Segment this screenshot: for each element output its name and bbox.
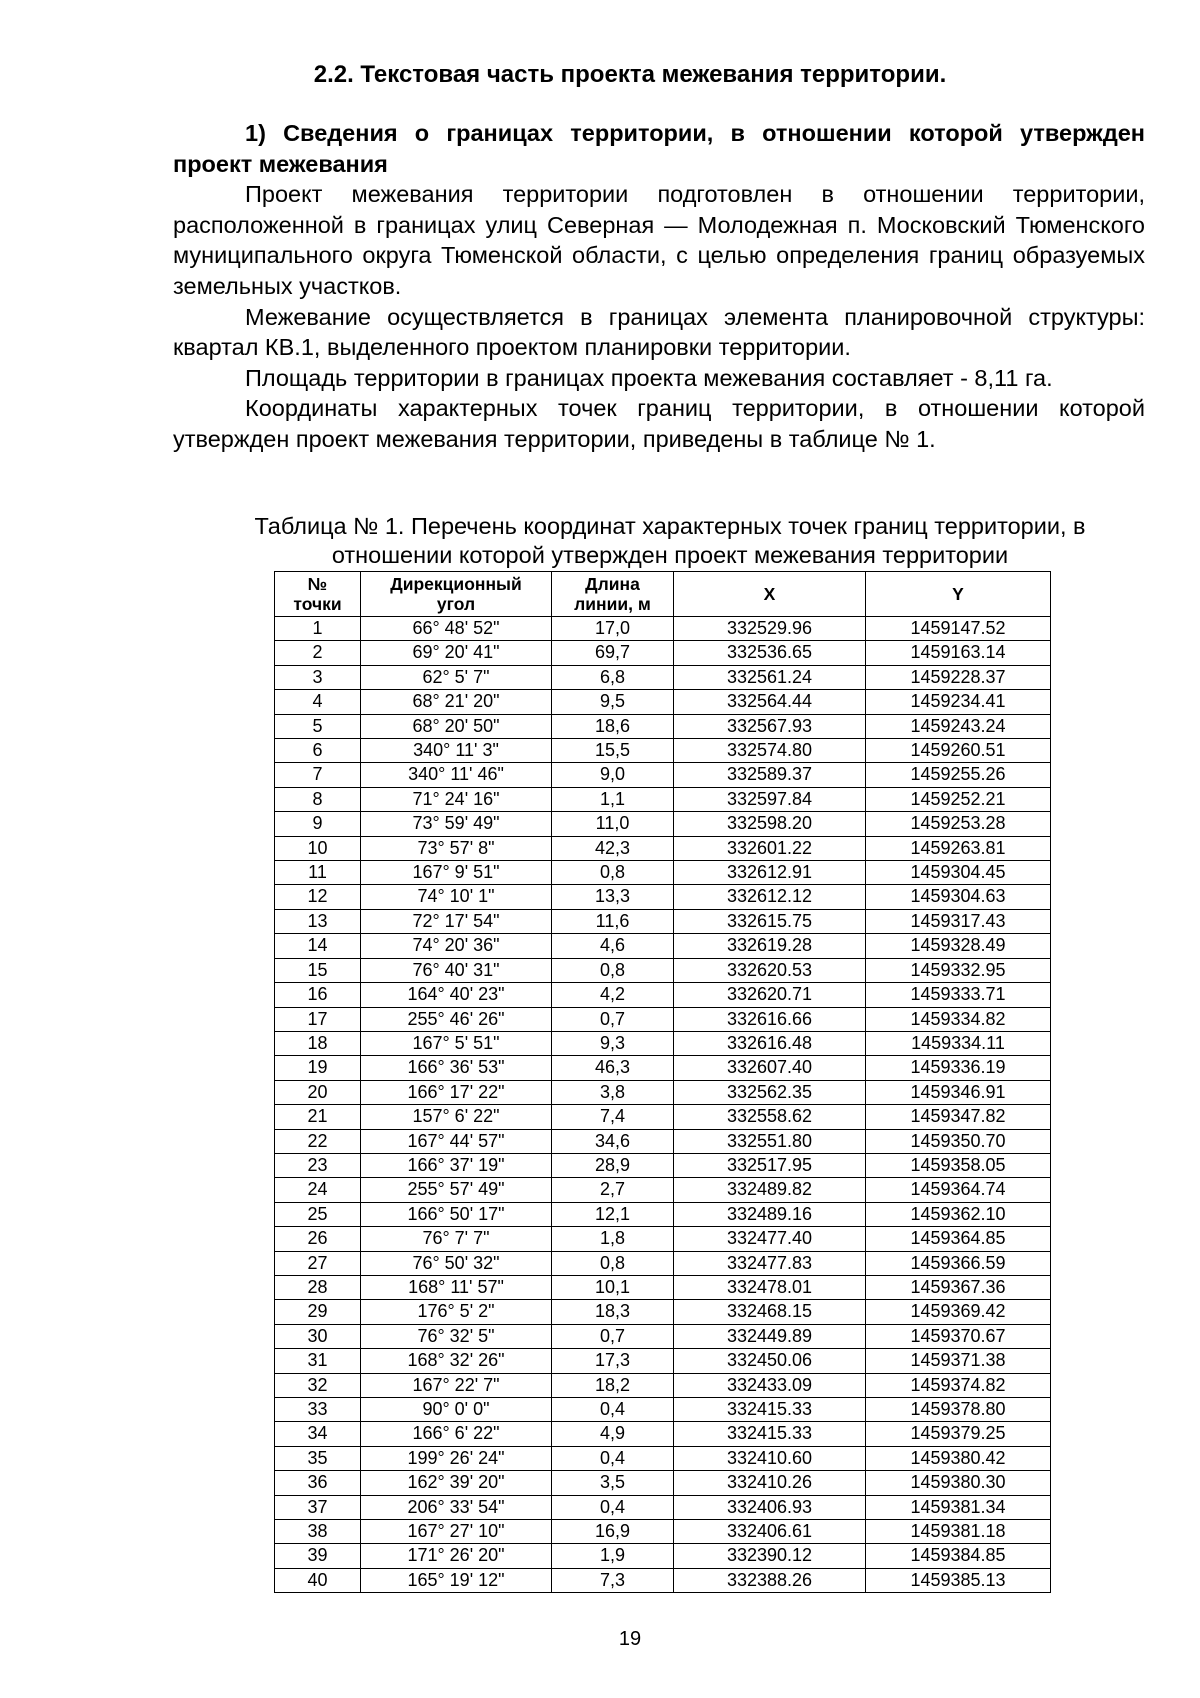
cell-point-number: 10 <box>275 836 361 860</box>
cell-direction-angle: 166° 37' 19" <box>361 1153 552 1177</box>
cell-direction-angle: 74° 20' 36" <box>361 934 552 958</box>
cell-y: 1459252.21 <box>866 787 1051 811</box>
cell-point-number: 27 <box>275 1251 361 1275</box>
cell-line-length: 28,9 <box>552 1153 674 1177</box>
table-row <box>275 836 1051 860</box>
cell-line-length: 6,8 <box>552 665 674 689</box>
cell-y: 1459304.63 <box>866 885 1051 909</box>
cell-y: 1459374.82 <box>866 1373 1051 1397</box>
cell-y: 1459367.36 <box>866 1275 1051 1299</box>
cell-direction-angle: 340° 11' 3" <box>361 739 552 763</box>
paragraph-area: Площадь территории в границах проекта межевания составляет - 8,11 га. <box>245 364 1053 391</box>
cell-y: 1459369.42 <box>866 1300 1051 1324</box>
cell-point-number: 24 <box>275 1178 361 1202</box>
cell-point-number: 36 <box>275 1471 361 1495</box>
cell-line-length: 16,9 <box>552 1520 674 1544</box>
header-line-length <box>552 572 674 617</box>
table-row <box>275 909 1051 933</box>
cell-x: 332489.82 <box>674 1178 866 1202</box>
cell-y: 1459253.28 <box>866 812 1051 836</box>
table-row <box>275 1178 1051 1202</box>
table-header-row <box>275 572 1051 617</box>
header-direction-angle <box>361 572 552 617</box>
table-row <box>275 1080 1051 1104</box>
cell-y: 1459147.52 <box>866 617 1051 641</box>
table-row <box>275 958 1051 982</box>
cell-point-number: 9 <box>275 812 361 836</box>
cell-direction-angle: 167° 27' 10" <box>361 1520 552 1544</box>
cell-x: 332558.62 <box>674 1105 866 1129</box>
cell-direction-angle: 62° 5' 7" <box>361 665 552 689</box>
cell-x: 332477.40 <box>674 1227 866 1251</box>
cell-x: 332449.89 <box>674 1324 866 1348</box>
cell-x: 332620.71 <box>674 983 866 1007</box>
cell-x: 332561.24 <box>674 665 866 689</box>
cell-direction-angle: 72° 17' 54" <box>361 909 552 933</box>
cell-x: 332607.40 <box>674 1056 866 1080</box>
cell-line-length: 1,1 <box>552 787 674 811</box>
cell-x: 332433.09 <box>674 1373 866 1397</box>
cell-x: 332529.96 <box>674 617 866 641</box>
cell-point-number: 25 <box>275 1202 361 1226</box>
cell-y: 1459333.71 <box>866 983 1051 1007</box>
cell-x: 332589.37 <box>674 763 866 787</box>
cell-y: 1459380.42 <box>866 1446 1051 1470</box>
cell-y: 1459332.95 <box>866 958 1051 982</box>
table-row <box>275 787 1051 811</box>
table-row <box>275 812 1051 836</box>
cell-x: 332517.95 <box>674 1153 866 1177</box>
cell-point-number: 40 <box>275 1568 361 1592</box>
cell-y: 1459336.19 <box>866 1056 1051 1080</box>
cell-direction-angle: 168° 32' 26" <box>361 1349 552 1373</box>
cell-x: 332478.01 <box>674 1275 866 1299</box>
cell-direction-angle: 168° 11' 57" <box>361 1275 552 1299</box>
cell-direction-angle: 76° 7' 7" <box>361 1227 552 1251</box>
cell-line-length: 0,4 <box>552 1495 674 1519</box>
header-line-length-line-1: Длина <box>585 574 640 594</box>
table-row <box>275 1398 1051 1422</box>
cell-line-length: 1,8 <box>552 1227 674 1251</box>
cell-line-length: 42,3 <box>552 836 674 860</box>
table-row <box>275 1544 1051 1568</box>
table-row <box>275 885 1051 909</box>
cell-point-number: 23 <box>275 1153 361 1177</box>
cell-y: 1459364.74 <box>866 1178 1051 1202</box>
table-row <box>275 1422 1051 1446</box>
table-row <box>275 934 1051 958</box>
header-x: X <box>674 572 866 617</box>
cell-direction-angle: 165° 19' 12" <box>361 1568 552 1592</box>
cell-x: 332619.28 <box>674 934 866 958</box>
cell-point-number: 39 <box>275 1544 361 1568</box>
cell-x: 332390.12 <box>674 1544 866 1568</box>
table-caption-line-2: отношении которой утвержден проект межевания территории <box>331 542 1009 568</box>
table-row <box>275 1007 1051 1031</box>
cell-line-length: 0,4 <box>552 1398 674 1422</box>
cell-y: 1459364.85 <box>866 1227 1051 1251</box>
table-row <box>275 1105 1051 1129</box>
cell-direction-angle: 199° 26' 24" <box>361 1446 552 1470</box>
cell-x: 332616.48 <box>674 1031 866 1055</box>
cell-point-number: 35 <box>275 1446 361 1470</box>
cell-y: 1459358.05 <box>866 1153 1051 1177</box>
cell-y: 1459328.49 <box>866 934 1051 958</box>
cell-direction-angle: 76° 32' 5" <box>361 1324 552 1348</box>
body-text <box>173 118 1145 455</box>
cell-line-length: 34,6 <box>552 1129 674 1153</box>
cell-line-length: 0,8 <box>552 1251 674 1275</box>
header-point-number-line-1: № <box>307 574 328 594</box>
header-y: Y <box>866 572 1051 617</box>
table-row <box>275 665 1051 689</box>
cell-direction-angle: 162° 39' 20" <box>361 1471 552 1495</box>
cell-y: 1459334.82 <box>866 1007 1051 1031</box>
paragraph-territory: Проект межевания территории подготовлен в отношении территории, расположенной в границах улиц Северная — Молодежная п. Московский Тюменского муниципального округа Тюменской области, с целью определения границ образуемых земельных участков. <box>173 181 1145 299</box>
cell-direction-angle: 176° 5' 2" <box>361 1300 552 1324</box>
table-row <box>275 1153 1051 1177</box>
cell-direction-angle: 166° 17' 22" <box>361 1080 552 1104</box>
cell-point-number: 7 <box>275 763 361 787</box>
cell-x: 332612.12 <box>674 885 866 909</box>
cell-point-number: 20 <box>275 1080 361 1104</box>
cell-direction-angle: 76° 40' 31" <box>361 958 552 982</box>
table-row <box>275 1520 1051 1544</box>
cell-line-length: 9,3 <box>552 1031 674 1055</box>
cell-x: 332415.33 <box>674 1398 866 1422</box>
cell-y: 1459381.18 <box>866 1520 1051 1544</box>
coordinates-table <box>274 571 1051 1593</box>
table-row <box>275 763 1051 787</box>
cell-x: 332562.35 <box>674 1080 866 1104</box>
cell-direction-angle: 206° 33' 54" <box>361 1495 552 1519</box>
cell-point-number: 30 <box>275 1324 361 1348</box>
cell-x: 332388.26 <box>674 1568 866 1592</box>
table-caption-line-1: Таблица № 1. Перечень координат характерных точек границ территории, в <box>254 513 1086 539</box>
section-title: 2.2. Текстовая часть проекта межевания территории. <box>313 61 947 88</box>
cell-direction-angle: 73° 59' 49" <box>361 812 552 836</box>
cell-direction-angle: 73° 57' 8" <box>361 836 552 860</box>
cell-y: 1459304.45 <box>866 861 1051 885</box>
cell-x: 332450.06 <box>674 1349 866 1373</box>
cell-line-length: 7,4 <box>552 1105 674 1129</box>
cell-x: 332567.93 <box>674 714 866 738</box>
cell-x: 332536.65 <box>674 641 866 665</box>
cell-direction-angle: 166° 36' 53" <box>361 1056 552 1080</box>
cell-line-length: 4,6 <box>552 934 674 958</box>
cell-direction-angle: 68° 20' 50" <box>361 714 552 738</box>
table-row <box>275 983 1051 1007</box>
table-caption <box>150 512 1190 570</box>
cell-point-number: 29 <box>275 1300 361 1324</box>
cell-point-number: 28 <box>275 1275 361 1299</box>
cell-point-number: 26 <box>275 1227 361 1251</box>
cell-direction-angle: 157° 6' 22" <box>361 1105 552 1129</box>
cell-point-number: 2 <box>275 641 361 665</box>
table-row <box>275 1227 1051 1251</box>
cell-y: 1459255.26 <box>866 763 1051 787</box>
cell-y: 1459380.30 <box>866 1471 1051 1495</box>
table-row <box>275 861 1051 885</box>
cell-direction-angle: 66° 48' 52" <box>361 617 552 641</box>
cell-direction-angle: 255° 57' 49" <box>361 1178 552 1202</box>
table-row <box>275 690 1051 714</box>
cell-x: 332597.84 <box>674 787 866 811</box>
header-direction-angle-line-1: Дирекционный <box>390 574 522 594</box>
cell-direction-angle: 167° 44' 57" <box>361 1129 552 1153</box>
cell-y: 1459362.10 <box>866 1202 1051 1226</box>
cell-x: 332601.22 <box>674 836 866 860</box>
cell-point-number: 18 <box>275 1031 361 1055</box>
cell-point-number: 4 <box>275 690 361 714</box>
cell-x: 332415.33 <box>674 1422 866 1446</box>
cell-line-length: 18,6 <box>552 714 674 738</box>
cell-y: 1459384.85 <box>866 1544 1051 1568</box>
cell-point-number: 14 <box>275 934 361 958</box>
cell-point-number: 22 <box>275 1129 361 1153</box>
cell-x: 332616.66 <box>674 1007 866 1031</box>
cell-y: 1459334.11 <box>866 1031 1051 1055</box>
paragraph-planning-structure: Межевание осуществляется в границах элемента планировочной структуры: квартал КВ.1, выделенного проектом планировки территории. <box>173 303 1145 361</box>
table-body <box>275 617 1051 1593</box>
cell-y: 1459371.38 <box>866 1349 1051 1373</box>
table-row <box>275 1446 1051 1470</box>
cell-direction-angle: 71° 24' 16" <box>361 787 552 811</box>
cell-direction-angle: 167° 5' 51" <box>361 1031 552 1055</box>
cell-point-number: 19 <box>275 1056 361 1080</box>
cell-y: 1459381.34 <box>866 1495 1051 1519</box>
cell-line-length: 3,8 <box>552 1080 674 1104</box>
cell-y: 1459234.41 <box>866 690 1051 714</box>
cell-line-length: 11,6 <box>552 909 674 933</box>
cell-x: 332551.80 <box>674 1129 866 1153</box>
cell-x: 332468.15 <box>674 1300 866 1324</box>
cell-direction-angle: 166° 50' 17" <box>361 1202 552 1226</box>
cell-x: 332574.80 <box>674 739 866 763</box>
cell-direction-angle: 255° 46' 26" <box>361 1007 552 1031</box>
cell-point-number: 8 <box>275 787 361 811</box>
cell-line-length: 18,3 <box>552 1300 674 1324</box>
cell-point-number: 16 <box>275 983 361 1007</box>
cell-line-length: 13,3 <box>552 885 674 909</box>
cell-x: 332406.61 <box>674 1520 866 1544</box>
cell-line-length: 3,5 <box>552 1471 674 1495</box>
cell-direction-angle: 167° 9' 51" <box>361 861 552 885</box>
cell-line-length: 17,0 <box>552 617 674 641</box>
cell-line-length: 9,0 <box>552 763 674 787</box>
table-row <box>275 1300 1051 1324</box>
cell-direction-angle: 69° 20' 41" <box>361 641 552 665</box>
cell-line-length: 0,7 <box>552 1324 674 1348</box>
cell-line-length: 0,7 <box>552 1007 674 1031</box>
cell-x: 332615.75 <box>674 909 866 933</box>
cell-line-length: 4,9 <box>552 1422 674 1446</box>
cell-direction-angle: 76° 50' 32" <box>361 1251 552 1275</box>
cell-line-length: 18,2 <box>552 1373 674 1397</box>
cell-point-number: 3 <box>275 665 361 689</box>
cell-x: 332564.44 <box>674 690 866 714</box>
cell-direction-angle: 166° 6' 22" <box>361 1422 552 1446</box>
header-direction-angle-line-2: угол <box>436 594 476 614</box>
cell-y: 1459260.51 <box>866 739 1051 763</box>
cell-line-length: 4,2 <box>552 983 674 1007</box>
header-line-length-line-2: линии, м <box>574 594 651 614</box>
cell-x: 332612.91 <box>674 861 866 885</box>
cell-x: 332410.60 <box>674 1446 866 1470</box>
cell-line-length: 0,8 <box>552 861 674 885</box>
cell-direction-angle: 164° 40' 23" <box>361 983 552 1007</box>
cell-point-number: 32 <box>275 1373 361 1397</box>
cell-point-number: 11 <box>275 861 361 885</box>
cell-point-number: 21 <box>275 1105 361 1129</box>
table-row <box>275 1056 1051 1080</box>
cell-y: 1459350.70 <box>866 1129 1051 1153</box>
cell-x: 332620.53 <box>674 958 866 982</box>
cell-x: 332489.16 <box>674 1202 866 1226</box>
table-row <box>275 1129 1051 1153</box>
cell-direction-angle: 171° 26' 20" <box>361 1544 552 1568</box>
subsection-heading: 1) Сведения о границах территории, в отношении которой утвержден проект межевания <box>173 120 1145 177</box>
cell-y: 1459370.67 <box>866 1324 1051 1348</box>
page-number: 19 <box>618 1628 642 1650</box>
cell-point-number: 15 <box>275 958 361 982</box>
cell-line-length: 17,3 <box>552 1349 674 1373</box>
cell-x: 332477.83 <box>674 1251 866 1275</box>
cell-y: 1459385.13 <box>866 1568 1051 1592</box>
cell-line-length: 15,5 <box>552 739 674 763</box>
header-point-number-line-2: точки <box>293 594 342 614</box>
cell-y: 1459346.91 <box>866 1080 1051 1104</box>
cell-point-number: 1 <box>275 617 361 641</box>
cell-point-number: 6 <box>275 739 361 763</box>
cell-y: 1459163.14 <box>866 641 1051 665</box>
cell-point-number: 12 <box>275 885 361 909</box>
cell-direction-angle: 167° 22' 7" <box>361 1373 552 1397</box>
cell-direction-angle: 90° 0' 0" <box>361 1398 552 1422</box>
cell-line-length: 11,0 <box>552 812 674 836</box>
cell-point-number: 34 <box>275 1422 361 1446</box>
cell-point-number: 38 <box>275 1520 361 1544</box>
cell-y: 1459366.59 <box>866 1251 1051 1275</box>
cell-direction-angle: 74° 10' 1" <box>361 885 552 909</box>
cell-y: 1459317.43 <box>866 909 1051 933</box>
cell-x: 332410.26 <box>674 1471 866 1495</box>
header-point-number <box>275 572 361 617</box>
table-row <box>275 641 1051 665</box>
cell-line-length: 9,5 <box>552 690 674 714</box>
cell-point-number: 33 <box>275 1398 361 1422</box>
table-row <box>275 1202 1051 1226</box>
table-row <box>275 739 1051 763</box>
cell-line-length: 7,3 <box>552 1568 674 1592</box>
cell-y: 1459347.82 <box>866 1105 1051 1129</box>
table-row <box>275 617 1051 641</box>
cell-point-number: 31 <box>275 1349 361 1373</box>
cell-y: 1459228.37 <box>866 665 1051 689</box>
cell-point-number: 13 <box>275 909 361 933</box>
table-row <box>275 714 1051 738</box>
table-row <box>275 1275 1051 1299</box>
cell-line-length: 2,7 <box>552 1178 674 1202</box>
cell-y: 1459378.80 <box>866 1398 1051 1422</box>
cell-point-number: 37 <box>275 1495 361 1519</box>
cell-direction-angle: 340° 11' 46" <box>361 763 552 787</box>
table-row <box>275 1373 1051 1397</box>
table-row <box>275 1568 1051 1592</box>
table-row <box>275 1324 1051 1348</box>
cell-line-length: 69,7 <box>552 641 674 665</box>
cell-y: 1459243.24 <box>866 714 1051 738</box>
table-row <box>275 1251 1051 1275</box>
cell-line-length: 0,4 <box>552 1446 674 1470</box>
cell-x: 332406.93 <box>674 1495 866 1519</box>
cell-point-number: 5 <box>275 714 361 738</box>
cell-line-length: 10,1 <box>552 1275 674 1299</box>
table-row <box>275 1495 1051 1519</box>
table-row <box>275 1471 1051 1495</box>
cell-y: 1459263.81 <box>866 836 1051 860</box>
table-row <box>275 1031 1051 1055</box>
cell-y: 1459379.25 <box>866 1422 1051 1446</box>
cell-line-length: 0,8 <box>552 958 674 982</box>
cell-line-length: 12,1 <box>552 1202 674 1226</box>
table-row <box>275 1349 1051 1373</box>
cell-point-number: 17 <box>275 1007 361 1031</box>
cell-line-length: 1,9 <box>552 1544 674 1568</box>
cell-x: 332598.20 <box>674 812 866 836</box>
paragraph-coordinates-reference: Координаты характерных точек границ территории, в отношении которой утвержден проект межевания территории, приведены в таблице № 1. <box>173 395 1145 452</box>
cell-line-length: 46,3 <box>552 1056 674 1080</box>
cell-direction-angle: 68° 21' 20" <box>361 690 552 714</box>
